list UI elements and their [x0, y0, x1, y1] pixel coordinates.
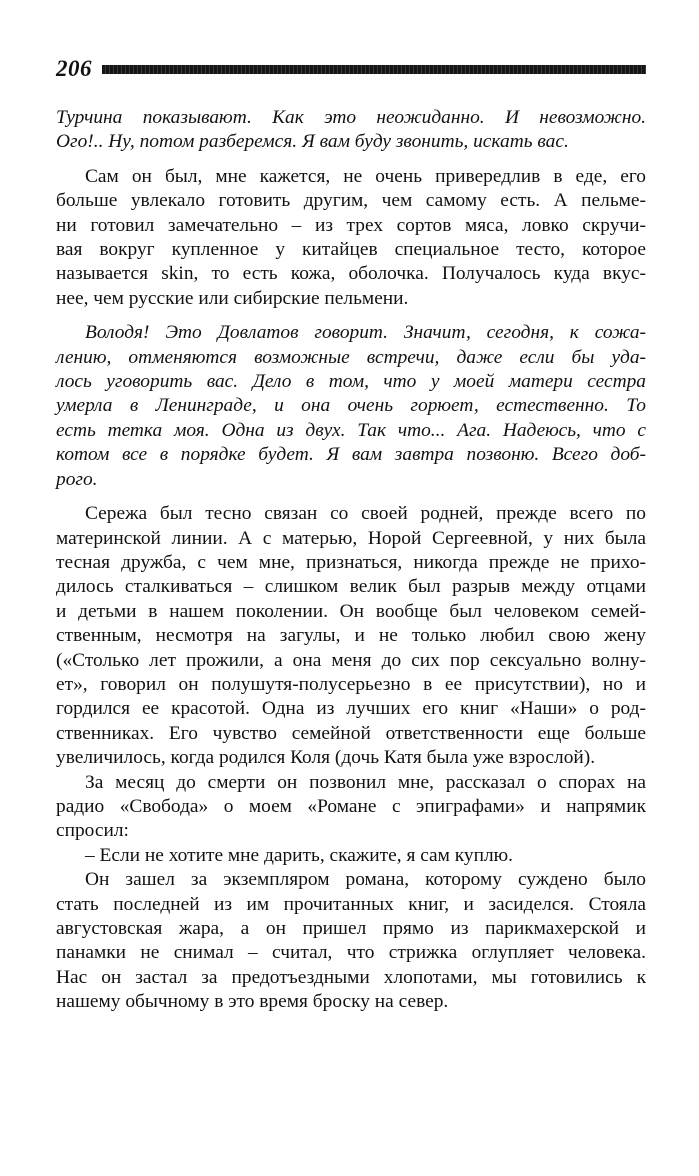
text-line: есть тетка моя. Одна из двух. Так что... Ага. Надеюсь, что с — [56, 419, 646, 441]
text-line: лось уговорить вас. Дело в том, что у моей матери сестра — [56, 371, 646, 393]
text-line: – Если не хотите мне дарить, скажите, я сам куплю. — [85, 844, 514, 866]
text-line: («Столько лет прожили, а она меня до сих пор сексуально волну- — [56, 649, 646, 671]
page-header — [56, 54, 646, 84]
paragraph — [56, 502, 646, 770]
paragraph — [56, 771, 646, 844]
paragraph-dialogue — [56, 844, 646, 868]
text-line: лению, отменяются возможные встречи, даже если бы уда- — [56, 346, 646, 368]
text-line: нашему обычному в это время броску на север. — [56, 991, 449, 1013]
text-line: ственным, несмотря на загулы, и не только любил свою жену — [56, 625, 646, 647]
text-line: панамки не снимал – считал, что стрижка оглупляет человека. — [56, 942, 646, 964]
page-text — [56, 106, 646, 1015]
paragraph — [56, 165, 646, 311]
text-line: увеличилось, когда родился Коля (дочь Катя была уже взрослой). — [56, 747, 596, 769]
text-line: Он зашел за экземпляром романа, которому суждено было — [85, 869, 646, 891]
paragraph-quote — [56, 106, 646, 155]
text-line: ни готовил замечательно – из трех сортов мяса, ловко скручи- — [56, 214, 646, 236]
text-line: и детьми в нашем поколении. Он вообще был человеком семей- — [56, 600, 646, 622]
text-line: августовская жара, а он пришел прямо из парикмахерской и — [56, 918, 646, 939]
text-line: спросил: — [56, 820, 129, 842]
text-line: вая вокруг купленное у китайцев специальное тесто, которое — [56, 239, 646, 261]
paragraph-quote — [56, 321, 646, 492]
text-line: Володя! Это Довлатов говорит. Значит, сегодня, к сожа- — [85, 322, 646, 344]
text-line: Нас он застал за предотъездными хлопотами, мы готовились к — [56, 966, 646, 988]
text-line: гордился ее красотой. Одна из лучших его книг «Наши» о род- — [56, 698, 646, 720]
text-line: материнской линии. А с матерью, Норой Сергеевной, у них была — [56, 527, 646, 549]
text-line: дилось сталкиваться – слишком велик был разрыв между отцами — [56, 576, 646, 598]
text-line: радио «Свобода» о моем «Романе с эпиграфами» и напрямик — [56, 795, 646, 817]
text-line: Сережа был тесно связан со своей родней, прежде всего по — [85, 503, 646, 525]
text-line: нее, чем русские или сибирские пельмени. — [56, 287, 409, 309]
text-line: умерла в Ленинграде, и она очень горюет, естественно. То — [56, 395, 646, 417]
text-line: Сам он был, мне кажется, не очень привередлив в еде, его — [85, 165, 646, 187]
text-line: стать последней из им прочитанных книг, и засиделся. Стояла — [56, 893, 646, 915]
text-line: котом все в порядке будет. Я вам завтра позвоню. Всего доб- — [56, 444, 646, 466]
text-line: тесная дружба, с чем мне, признаться, никогда прежде не прихо- — [56, 551, 646, 573]
text-line: За месяц до смерти он позвонил мне, рассказал о спорах на — [85, 771, 646, 793]
text-line: Ого!.. Ну, потом разберемся. Я вам буду звонить, искать вас. — [56, 131, 569, 153]
text-line: называется skin, то есть кожа, оболочка. Получалось куда вкус- — [56, 263, 646, 285]
text-line: Турчина показывают. Как это неожиданно. И невозможно. — [56, 107, 646, 128]
page-number: 206 — [56, 56, 92, 81]
text-line: рого. — [56, 468, 98, 490]
text-line: больше увлекало готовить другим, чем самому есть. А пельме- — [56, 190, 646, 212]
header-rule — [102, 65, 646, 74]
book-page — [56, 54, 646, 1015]
text-line: ет», говорил он полушутя-полусерьезно в ее присутствии), но и — [56, 673, 646, 695]
paragraph — [56, 868, 646, 1014]
text-line: ственниках. Его чувство семейной ответственности еще больше — [56, 722, 646, 744]
